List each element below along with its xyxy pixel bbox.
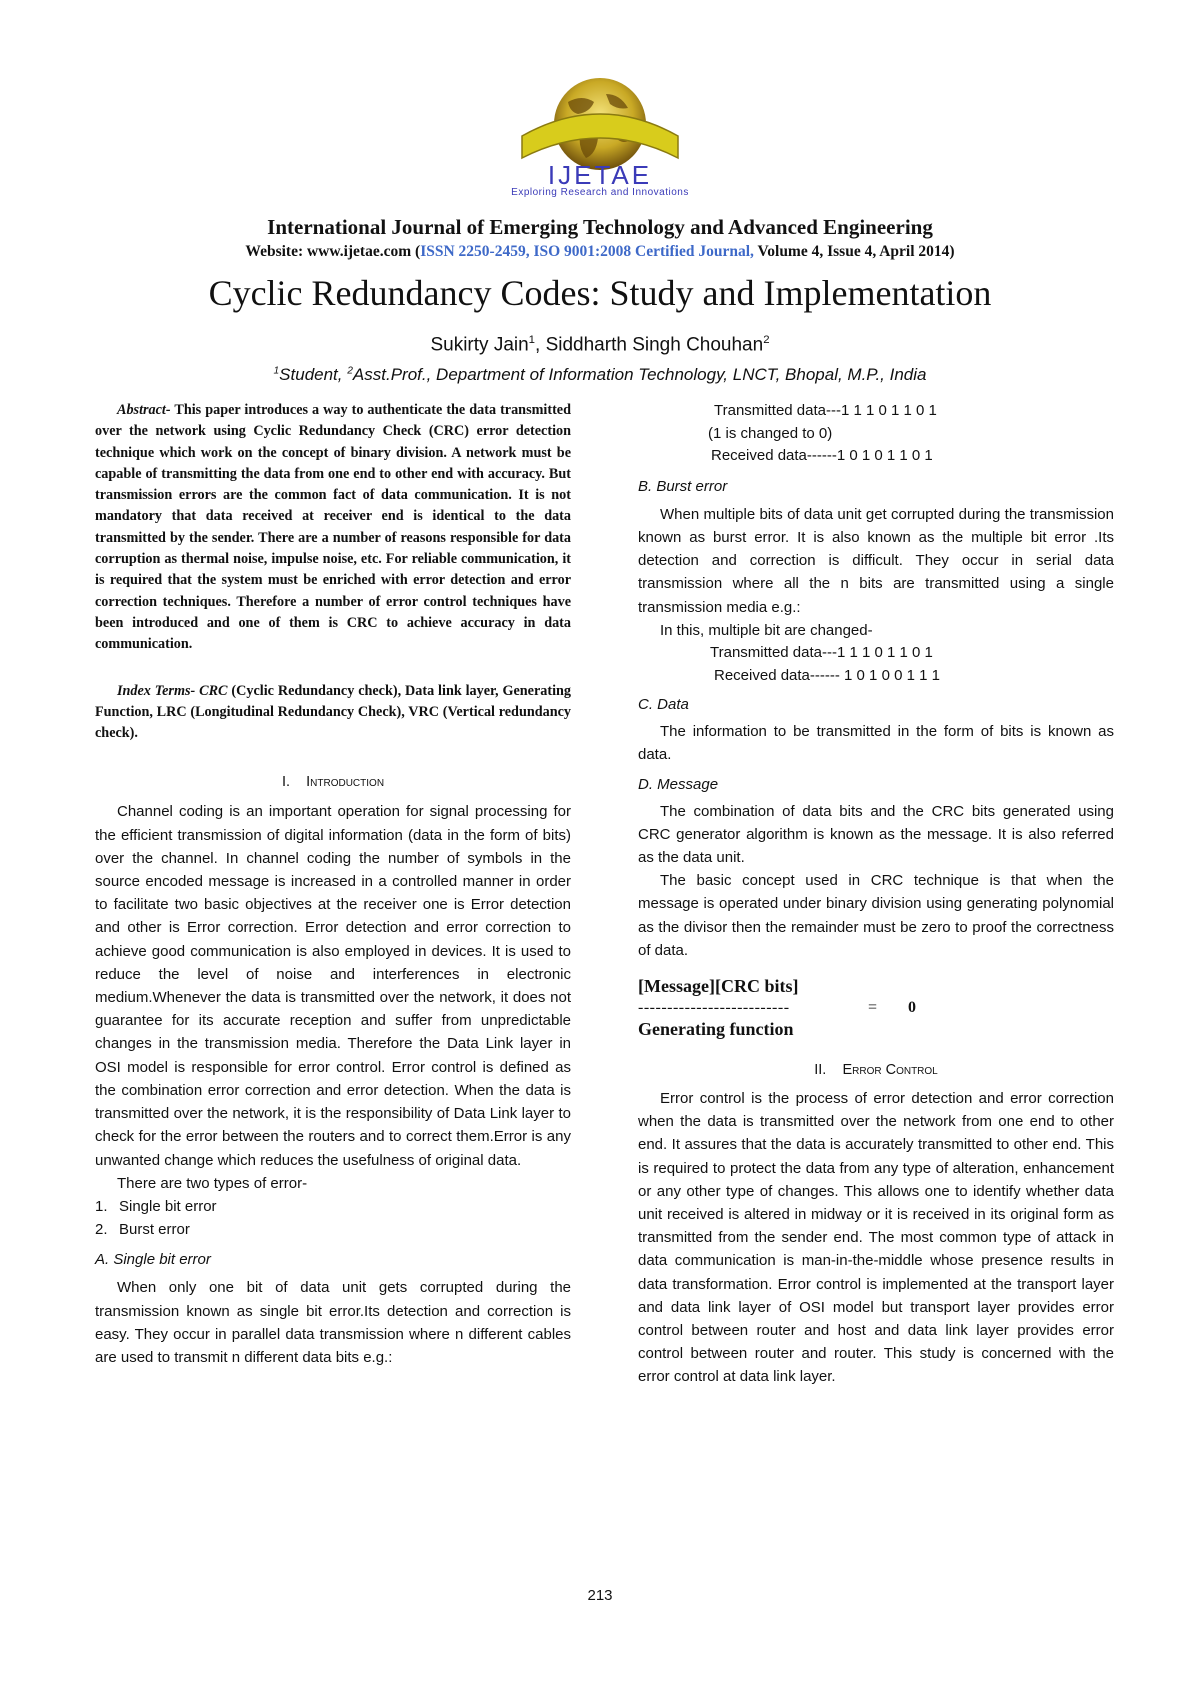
- index-terms-label: Index Terms-: [117, 682, 196, 699]
- author-separator: ,: [535, 334, 546, 356]
- website-prefix: Website: www.ijetae.com (: [245, 243, 421, 260]
- example-line: (1 is changed to 0): [708, 424, 833, 442]
- list-item: 1. Single bit error: [95, 1197, 217, 1215]
- affiliation: [0, 365, 1200, 385]
- author-superscript: 1: [528, 334, 536, 346]
- section-number: II.: [814, 1062, 827, 1079]
- affil-superscript: 1: [273, 365, 280, 377]
- index-terms-crc: CRC: [195, 682, 228, 699]
- formula-line: [638, 999, 1114, 1017]
- formula-denominator: Generating function: [638, 1019, 794, 1040]
- single-bit-example: [638, 400, 1114, 468]
- section-title: Error Control: [842, 1062, 938, 1079]
- abstract-label: Abstract-: [117, 402, 171, 418]
- author-superscript: 2: [763, 334, 770, 346]
- journal-website-line: [0, 243, 1200, 261]
- data-paragraph: The information to be transmitted in the form of bits is known as data.: [638, 723, 1114, 764]
- logo-tagline: Exploring Research and Innovations: [511, 187, 689, 198]
- journal-name: International Journal of Emerging Technology and Advanced Engineering: [267, 215, 933, 239]
- section-number: I.: [281, 774, 290, 791]
- burst-example: [638, 642, 1114, 687]
- left-column: [95, 400, 571, 1369]
- index-terms-text: (Cyclic Redundancy check), Data link layer, Generating Function, LRC (Longitudinal Redundancy Check), VRC (Vertical redundancy check).: [95, 682, 572, 742]
- affil-text: Student,: [279, 365, 348, 384]
- single-bit-paragraph: When only one bit of data unit gets corrupted during the transmission known as single bit error.Its detection and correction is easy. They occur in parallel data transmission where n different cables are used to transmit n different data bits e.g.:: [95, 1279, 571, 1366]
- index-terms: [95, 681, 571, 745]
- abstract-text: This paper introduces a way to authenticate the data transmitted over the network using Cyclic Redundancy Check (CRC) error detection technique which work on the concept of binary division. A network must be capable of transmitting the data from one end to other end with accuracy. But transmission errors are the common fact of data communication. It is not mandatory that data received at receiver end is identical to the data transmitted by the sender. There are a number of reasons responsible for data corruption as thermal noise, impulse noise, etc. For reliable communication, it is required that the system must be enriched with error detection and error correction techniques. Therefore a number of error control techniques have been introduced and one of them is CRC to achieve accuracy in data communication.: [95, 402, 571, 653]
- subsection-data: C. Data: [638, 696, 689, 714]
- formula-zero: 0: [908, 999, 916, 1017]
- logo-wordmark: IJETAE: [547, 160, 653, 190]
- intro-paragraph-2: There are two types of error-: [117, 1174, 308, 1192]
- example-line: Received data------1 0 1 0 1 1 0 1: [711, 447, 933, 465]
- author-name: Sukirty Jain: [430, 334, 529, 356]
- formula-numerator: [Message][CRC bits]: [638, 976, 799, 997]
- example-line: Received data------ 1 0 1 0 0 1 1 1: [714, 666, 940, 684]
- author-list: [0, 334, 1200, 356]
- affil-text: Asst.Prof., Department of Information Technology, LNCT, Bhopal, M.P., India: [352, 365, 927, 384]
- message-paragraph-2: The basic concept used in CRC technique is that when the message is operated under binary division using generating polynomial as the divisor then the remainder must be zero to proof the correctness of data.: [638, 872, 1114, 959]
- section-heading-error-control: [638, 1062, 1114, 1078]
- error-control-paragraph: Error control is the process of error detection and error correction when the data is transmitted over the network from one end to other end. It assures that the data is accurately transmitted to other end. This is required to protect the data from any type of alteration, enhancement or any other type of changes. This allows one to identify whether data unit received is altered in midway or it is received in its original form as transmitted from the sender end. The most common type of attack in data communication is man-in-the-middle whose presence results in data transformation. Error control is implemented at the transport layer and data link layer of OSI model but transport layer provides error control between router and host and data link layer provides error control between router and router. This study is concerned with the error control at data link layer.: [638, 1090, 1114, 1386]
- formula-dashes: --------------------------: [638, 999, 790, 1017]
- intro-paragraph: Channel coding is an important operation for signal processing for the efficient transmission of digital information (data in the form of bits) over the channel. In channel coding the number of symbols in the source encoded message is increased in a controlled manner in order to facilitate two basic objectives at the receiver one is Error detection and other is Error correction. Error detection and error correction to achieve good communication is also employed in devices. It is used to reduce the level of noise and interferences in electronic medium.Whenever the data is transmitted over the network, it does not guarantee for its accurate reception and suffer from unpredictable changes in the transmission media. Therefore the Data Link layer in OSI model is responsible for error control. Error control is defined as the combination error correction and error detection. When the data is transmitted over the network, it is the responsibility of Data Link layer to check for the error between the routers and to correct them.Error is any unwanted change which reduces the usefulness of original data.: [95, 803, 571, 1169]
- error-types-list: [95, 1195, 571, 1241]
- subsection-message: D. Message: [638, 775, 719, 793]
- right-column: [638, 400, 1114, 1389]
- abstract: [95, 400, 571, 656]
- section-title: Introduction: [306, 774, 385, 791]
- page-number: 213: [587, 1587, 613, 1604]
- issn-certification: ISSN 2250-2459, ISO 9001:2008 Certified Journal,: [420, 243, 754, 260]
- burst-paragraph-2: In this, multiple bit are changed-: [660, 621, 873, 639]
- example-line: Transmitted data---1 1 1 0 1 1 0 1: [714, 402, 937, 419]
- affil-superscript: 2: [347, 365, 353, 377]
- subsection-burst-error: B. Burst error: [638, 477, 728, 495]
- list-item: 2. Burst error: [95, 1221, 190, 1239]
- section-heading-introduction: [95, 774, 571, 790]
- formula-equals: =: [868, 999, 878, 1017]
- message-paragraph: The combination of data bits and the CRC bits generated using CRC generator algorithm is known as the message. It is also referred as the data unit.: [638, 802, 1114, 866]
- burst-paragraph: When multiple bits of data unit get corrupted during the transmission known as burst error. It is also known as the multiple bit error .Its detection and correction is difficult. They occur in serial data transmission where all the n bits are transmitted using a single transmission media e.g.:: [638, 505, 1114, 616]
- subsection-single-bit-error: A. Single bit error: [95, 1251, 211, 1269]
- example-line: Transmitted data---1 1 1 0 1 1 0 1: [710, 644, 933, 661]
- author-name: Siddharth Singh Chouhan: [545, 334, 764, 356]
- paper-title: Cyclic Redundancy Codes: Study and Implementation: [208, 273, 992, 313]
- volume-issue: Volume 4, Issue 4, April 2014): [753, 243, 955, 260]
